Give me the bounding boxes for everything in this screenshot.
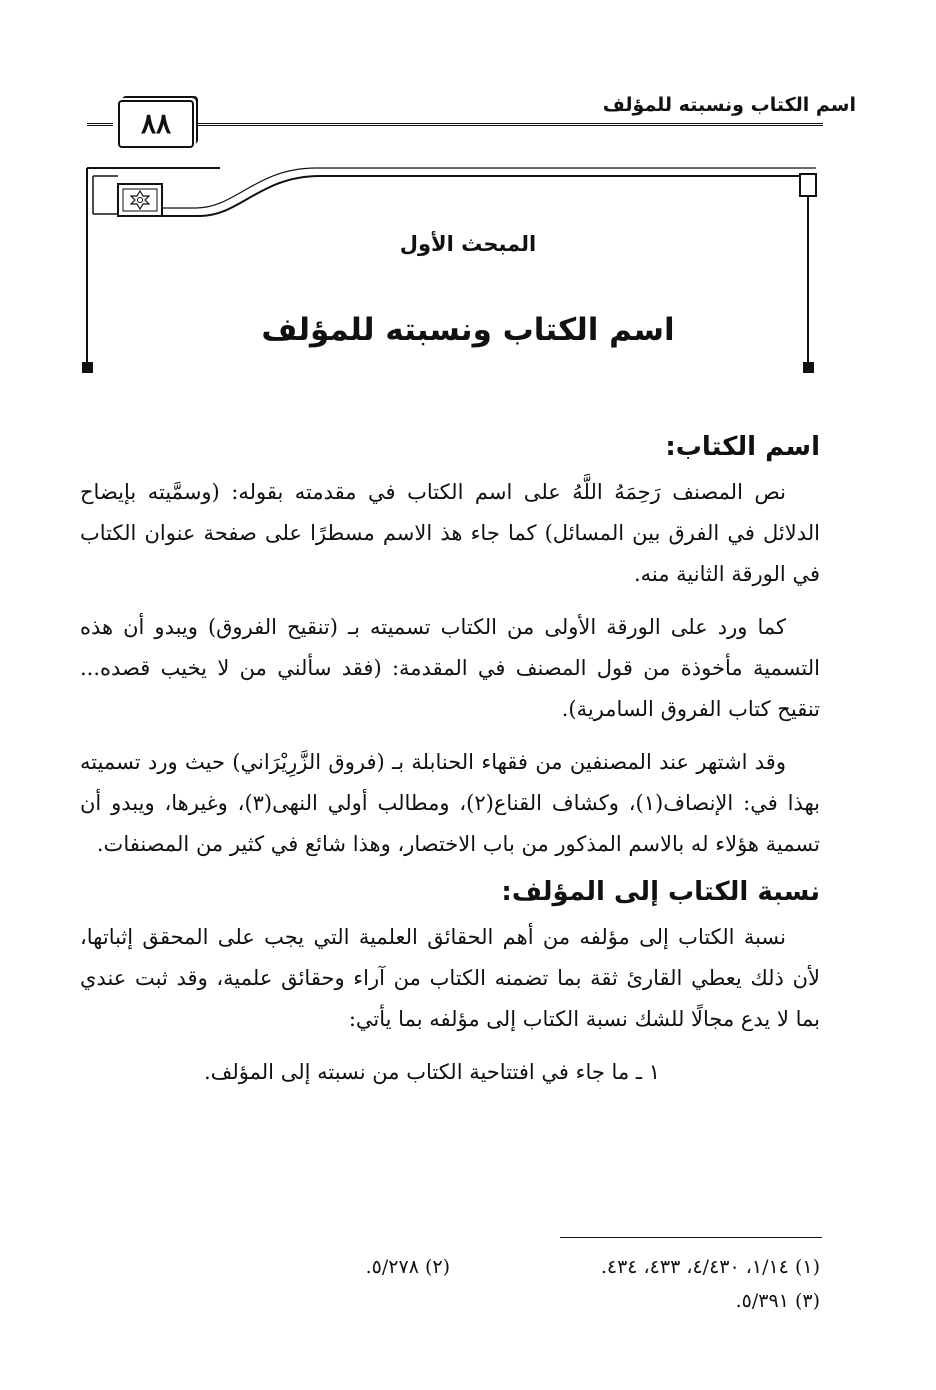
footnote-rule: [560, 1237, 822, 1238]
paragraph: وقد اشتهر عند المصنفين من فقهاء الحنابلة بـ (فروق الزَّرِيْرَاني) حيث ورد تسميته بهذا في: الإنصاف(١)، وكشاف القناع(٢)، ومطالب أولي النهى(٣)، وغيرها، ويبدو أن تسمية هؤلاء له بالاسم المذكور من باب الاختصار، وهذا شائع في كثير من المصنفات.: [80, 750, 820, 856]
footnotes: [80, 1250, 820, 1318]
heading-attribution: نسبة الكتاب إلى المؤلف:: [501, 877, 820, 907]
footnote-1: (١) ١/١٤، ٤/٤٣٠، ٤٣٣، ٤٣٤.: [600, 1256, 820, 1278]
section-label: المبحث الأول: [399, 232, 537, 256]
paragraph: نص المصنف رَحِمَهُ اللَّهُ على اسم الكتاب في مقدمته بقوله: (وسمَّيته بإيضاح الدلائل في الفرق بين المسائل) كما جاء هذ الاسم مسطرًا على صفحة عنوان الكتاب في الورقة الثانية منه.: [80, 480, 820, 586]
chapter-frame: [0, 0, 936, 420]
paragraph: كما ورد على الورقة الأولى من الكتاب تسميته بـ (تنقيح الفروق) ويبدو أن هذه التسمية مأخوذة من قول المصنف في المقدمة: (فقد سألني من لا يخيب قصده... تنقيح كتاب الفروق السامرية).: [80, 615, 820, 721]
footnote-2: (٢) ٥/٢٧٨.: [365, 1256, 450, 1278]
chapter-title: اسم الكتاب ونسبته للمؤلف: [261, 312, 675, 348]
page-number: ٨٨: [140, 107, 172, 140]
list-item: ١ ـ ما جاء في افتتاحية الكتاب من نسبته إلى المؤلف.: [203, 1060, 660, 1084]
running-header-title: اسم الكتاب ونسبته للمؤلف: [602, 94, 856, 116]
heading-book-name: اسم الكتاب:: [665, 432, 820, 462]
body-text: [80, 432, 820, 1105]
footnote-3: (٣) ٥/٣٩١.: [735, 1290, 820, 1312]
paragraph: نسبة الكتاب إلى مؤلفه من أهم الحقائق العلمية التي يجب على المحقق إثباتها، لأن ذلك يعطي القارئ ثقة بما تضمنه الكتاب من آراء وحقائق علمية، وقد ثبت عندي بما لا يدع مجالًا للشك نسبة الكتاب إلى مؤلفه بما يأتي:: [80, 925, 820, 1031]
